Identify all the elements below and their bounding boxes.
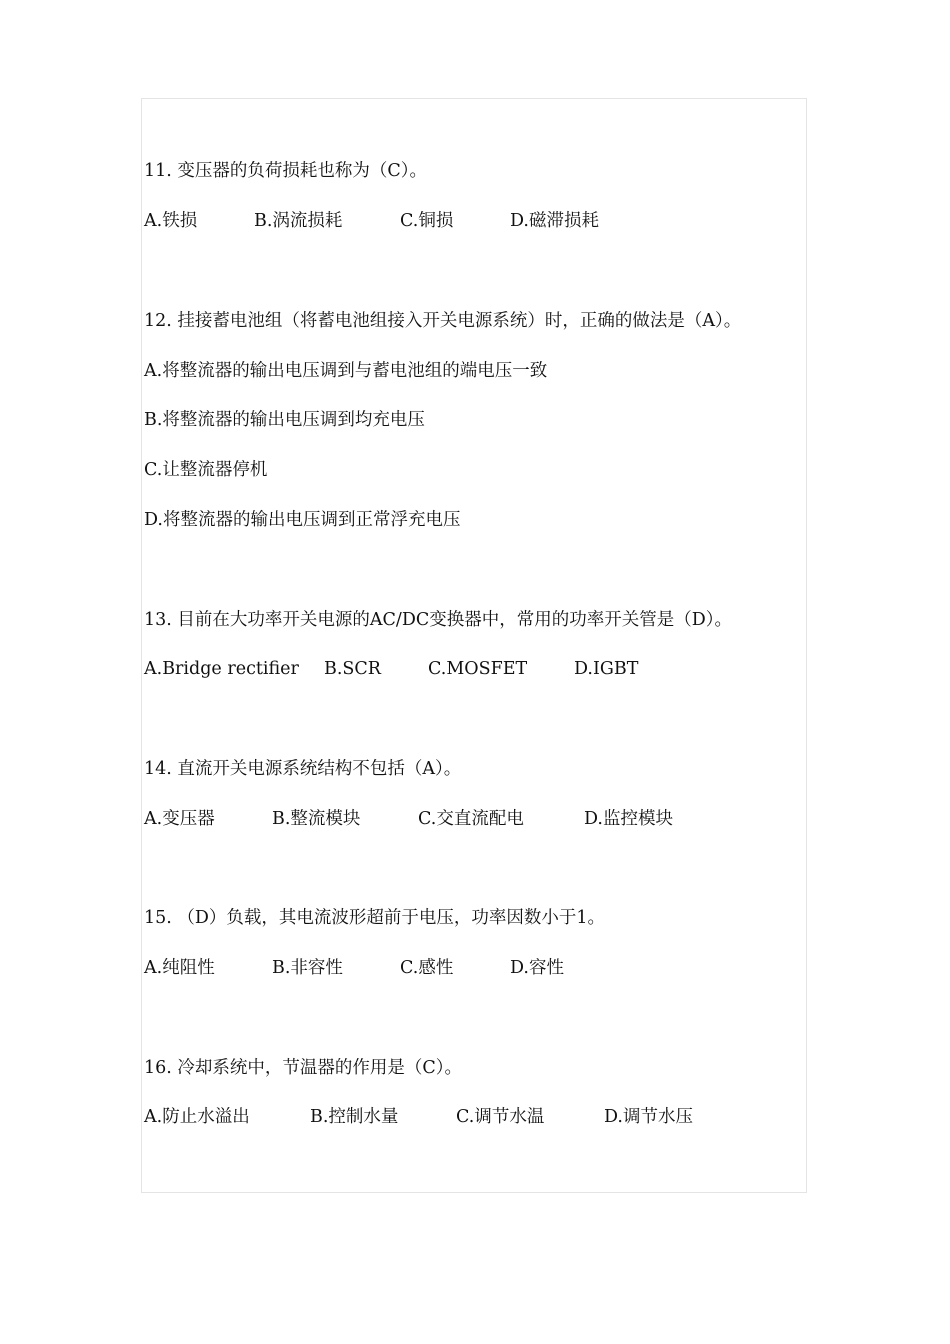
question-stem: 13. 目前在大功率开关电源的AC/DC变换器中，常用的功率开关管是（D）。 (144, 610, 733, 630)
option-b: B.非容性 (272, 958, 343, 978)
option-d: D.调节水压 (604, 1107, 693, 1127)
option-c: C.调节水温 (456, 1107, 545, 1127)
option-a: A.铁损 (144, 211, 198, 231)
option-d: D.IGBT (574, 659, 639, 679)
option-a: A.纯阻性 (144, 958, 215, 978)
page-frame (141, 98, 807, 1193)
option-d: D.将整流器的输出电压调到正常浮充电压 (144, 510, 461, 530)
option-b: B.整流模块 (272, 809, 361, 829)
question-stem: 12. 挂接蓄电池组（将蓄电池组接入开关电源系统）时，正确的做法是（A）。 (144, 311, 742, 331)
option-c: C.感性 (400, 958, 454, 978)
option-d: D.容性 (510, 958, 564, 978)
option-c: C.交直流配电 (418, 809, 524, 829)
question-stem: 14. 直流开关电源系统结构不包括（A）。 (144, 759, 462, 779)
option-b: B.SCR (324, 659, 381, 679)
question-stem: 15. （D）负载，其电流波形超前于电压，功率因数小于1。 (144, 908, 606, 928)
question-stem: 11. 变压器的负荷损耗也称为（C）。 (144, 161, 428, 181)
option-d: D.磁滞损耗 (510, 211, 599, 231)
option-a: A.Bridge rectifier (144, 659, 299, 679)
option-a: A.变压器 (144, 809, 215, 829)
option-b: B.将整流器的输出电压调到均充电压 (144, 410, 425, 430)
option-a: A.将整流器的输出电压调到与蓄电池组的端电压一致 (144, 361, 548, 381)
option-b: B.涡流损耗 (254, 211, 343, 231)
option-c: C.让整流器停机 (144, 460, 268, 480)
option-b: B.控制水量 (310, 1107, 399, 1127)
option-c: C.铜损 (400, 211, 454, 231)
option-d: D.监控模块 (584, 809, 673, 829)
question-stem: 16. 冷却系统中，节温器的作用是（C）。 (144, 1058, 463, 1078)
option-c: C.MOSFET (428, 659, 528, 679)
option-a: A.防止水溢出 (144, 1107, 250, 1127)
